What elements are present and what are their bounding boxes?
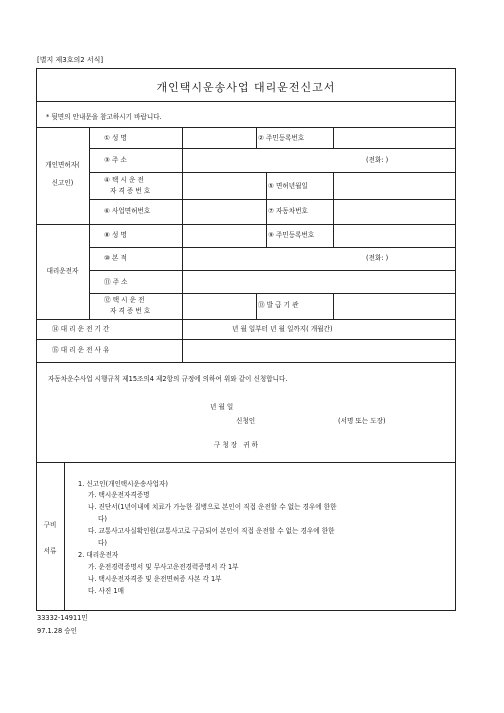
applicant-license-label-2: 자 격 증 번 호 — [110, 187, 151, 195]
addressee: 구청장 귀하 — [214, 441, 260, 449]
column-rule — [266, 224, 267, 247]
column-rule — [333, 224, 334, 247]
driver-section-label: 대리운전자 — [46, 267, 79, 275]
driver-license-label: ⑫ 택 시 운 전 — [104, 296, 145, 304]
signature-note: (서명 또는 도장) — [338, 417, 386, 425]
applicant-section-label: 개인면허자( — [45, 161, 80, 169]
form-code: [별지 제3호의2 서식] — [37, 56, 104, 64]
docs-line: 나. 택시운전자격증 및 운전면허증 사본 각 1부 — [88, 575, 222, 583]
date-line: 년 월 일 — [210, 403, 234, 411]
row-rule — [89, 247, 456, 248]
row-rule — [89, 293, 456, 294]
docs-line: 가. 운전경력증명서 및 무사고운전경력증명서 각 1부 — [88, 563, 239, 571]
column-rule — [266, 172, 267, 224]
driver-phone: (전화: ) — [366, 254, 389, 262]
applicant-license-label: ④ 택 시 운 전 — [104, 176, 144, 184]
driver-address-label: ⑪ 주 소 — [104, 278, 128, 286]
docs-label: 구비 — [43, 521, 57, 529]
notice-text: * 뒷면의 안내문을 참고하시기 바랍니다. — [46, 113, 162, 121]
row-rule — [36, 319, 456, 320]
section1-top-rule — [36, 127, 456, 128]
docs-label-2: 서류 — [43, 547, 57, 555]
form-title: 개인택시운송사업 대리운전신고서 — [156, 81, 336, 94]
driver-name-label: ⑧ 성 명 — [104, 231, 127, 239]
applicant-business-no-label: ⑥ 사업면허번호 — [104, 207, 151, 215]
docs-line: 다) — [98, 539, 107, 547]
column-rule — [333, 172, 334, 224]
applicant-address-label: ③ 주 소 — [104, 156, 127, 164]
docs-line: 1. 신고인(개인택시운송사업자) — [78, 480, 168, 488]
column-rule — [89, 127, 90, 319]
column-rule — [182, 127, 183, 362]
docs-line: 다. 사진 1매 — [88, 587, 124, 595]
applicant-license-date-label: ⑤ 면허년월일 — [268, 182, 308, 190]
section2-top-rule — [36, 224, 456, 225]
row-rule — [89, 270, 456, 271]
footer-code: 33332-14911민 — [37, 614, 88, 622]
docs-line: 다. 교통사고사실확인원(교통사고로 구금되어 본인이 직접 운전할 수 없는 경우에 한한 — [88, 527, 335, 535]
row-rule — [89, 199, 456, 200]
row-rule — [89, 172, 456, 173]
docs-line: 2. 대리운전자 — [78, 551, 119, 559]
title-divider — [36, 101, 456, 102]
applicant-car-no-label: ⑦ 자동차번호 — [268, 207, 308, 215]
column-rule — [333, 127, 334, 148]
applicant-phone: (전화: ) — [366, 156, 389, 164]
column-rule — [256, 293, 257, 319]
row-rule — [89, 148, 456, 149]
applicant-signature-label: 신청인 — [236, 417, 256, 425]
docs-top-rule — [36, 462, 456, 463]
period-label: ⑭ 대 리 운 전 기 간 — [52, 325, 110, 333]
driver-license-label-2: 자 격 증 번 호 — [110, 307, 151, 315]
docs-line: 나. 진단서(1년이내에 치료가 가능한 질병으로 본인이 직접 운전할 수 없는 경우에 한한 — [88, 503, 337, 511]
period-value: 년 월 일부터 년 월 일까지( 개월간) — [232, 325, 333, 333]
driver-resident-no-label: ⑨ 주민등록번호 — [268, 231, 315, 239]
docs-line: 가. 택시운전자격증명 — [88, 491, 150, 499]
footer-approval: 97.1.28 승인 — [37, 627, 78, 635]
declaration-text: 자동차운수사업 시행규칙 제15조의4 제2항의 규정에 의하여 위와 같이 신청합니다. — [48, 375, 288, 383]
column-rule — [333, 293, 334, 319]
reason-label: ⑮ 대 리 운 전 사 유 — [52, 346, 110, 354]
applicant-section-label-2: 신고인) — [51, 179, 74, 187]
column-rule — [256, 127, 257, 148]
row-rule — [36, 339, 456, 340]
applicant-name-label: ① 성 명 — [104, 134, 127, 142]
docs-line: 다) — [98, 515, 107, 523]
driver-domicile-label: ⑩ 본 적 — [104, 254, 127, 262]
row-rule — [36, 362, 456, 363]
docs-column-rule — [64, 462, 65, 611]
applicant-resident-no-label: ② 주민등록번호 — [258, 134, 305, 142]
driver-issuer-label: ⑬ 발 급 기 관 — [258, 301, 299, 309]
